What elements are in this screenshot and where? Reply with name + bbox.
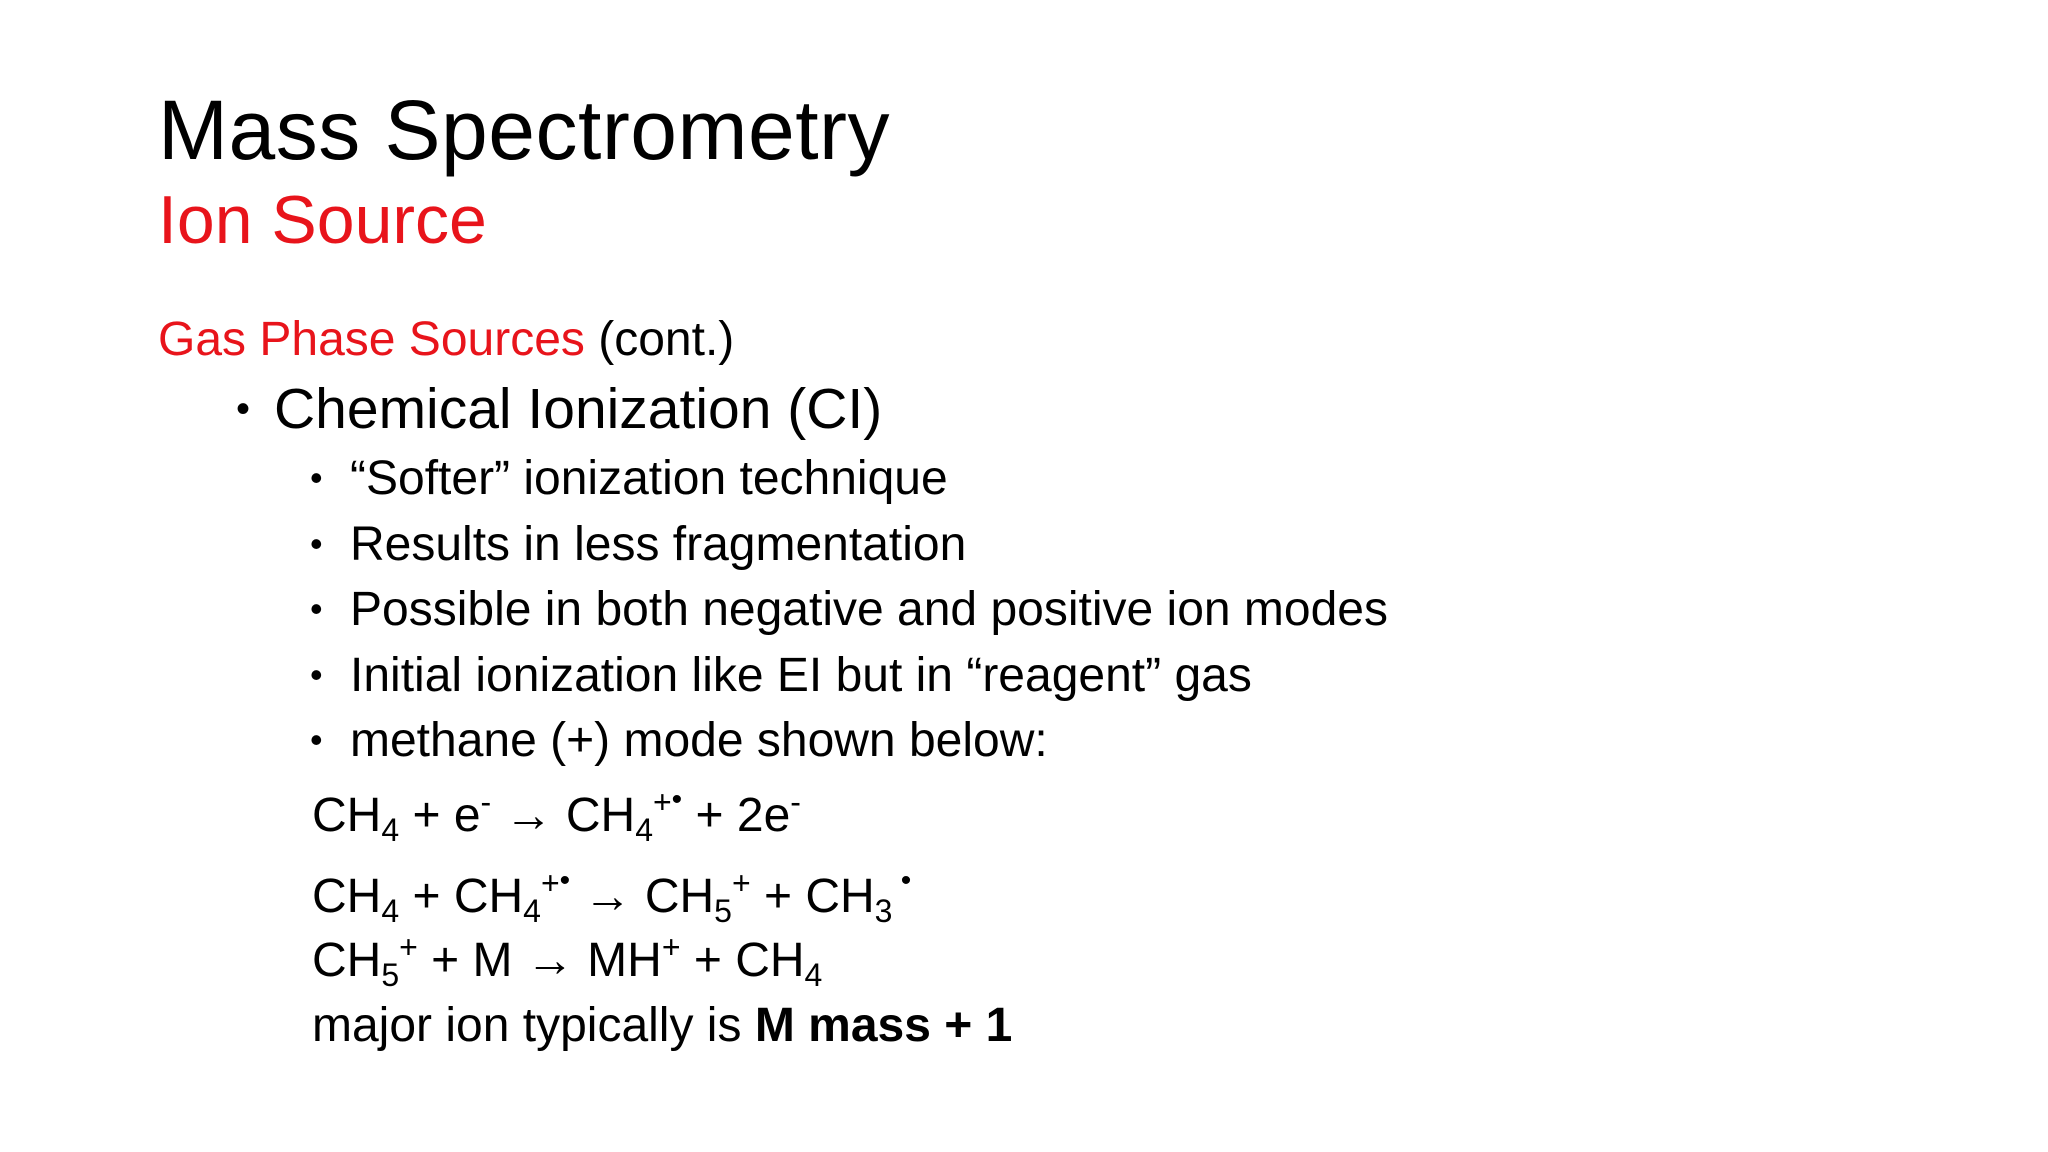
conclusion-bold: M mass + 1 <box>754 998 1013 1052</box>
equation-term: → CH <box>570 869 715 923</box>
list-item <box>310 446 1388 512</box>
list-item-text: “Softer” ionization technique <box>350 452 948 505</box>
equation-term: + CH <box>399 869 524 923</box>
section-heading <box>158 310 734 370</box>
slide-title: Mass Spectrometry <box>158 83 891 177</box>
equation-2 <box>312 849 1012 930</box>
superscript: + <box>399 929 418 965</box>
superscript: + <box>731 864 751 901</box>
equation-term: + e <box>399 789 481 842</box>
radical-dot-icon: • <box>892 863 912 897</box>
equation-1 <box>312 768 1012 849</box>
bullet-icon: • <box>310 457 323 498</box>
subscript: 4 <box>635 812 653 848</box>
list-item-text: Results in less fragmentation <box>350 517 967 571</box>
equation-term: + CH <box>680 934 805 987</box>
conclusion-text: major ion typically is <box>312 998 755 1052</box>
list-item-text: methane (+) mode shown below: <box>350 714 1048 767</box>
equation-term: CH <box>312 789 382 842</box>
radical-dot-icon: • <box>671 783 683 816</box>
list-item-text: Possible in both negative and positive ion modes <box>350 583 1388 636</box>
level1-bullet-text: Chemical Ionization (CI) <box>274 377 883 441</box>
section-heading-highlight: Gas Phase Sources <box>158 313 585 366</box>
superscript: - <box>790 784 801 820</box>
list-item <box>310 512 1388 578</box>
list-item <box>310 643 1388 709</box>
subscript: 5 <box>714 892 732 929</box>
conclusion-line <box>312 994 1012 1059</box>
equation-term: → CH <box>491 789 636 842</box>
level2-bullet-list <box>310 446 1388 774</box>
bullet-icon: • <box>310 653 323 695</box>
list-item-text: Initial ionization like EI but in “reagent” gas <box>350 648 1252 702</box>
superscript: - <box>480 784 492 820</box>
list-item <box>310 708 1388 774</box>
subscript: 4 <box>381 812 400 848</box>
bullet-icon: • <box>310 719 323 760</box>
equation-3 <box>312 929 1012 994</box>
superscript: + <box>652 784 672 820</box>
equation-term: + CH <box>750 869 875 923</box>
equation-term: + M → MH <box>417 934 662 987</box>
bullet-icon: • <box>310 588 323 629</box>
subscript: 4 <box>381 892 400 929</box>
equation-term: + 2e <box>682 789 791 842</box>
level1-bullet-item <box>236 374 882 444</box>
subscript: 4 <box>523 892 541 929</box>
slide-subtitle: Ion Source <box>158 182 487 258</box>
equation-term: CH <box>312 869 382 923</box>
section-heading-rest: (cont.) <box>584 313 735 366</box>
list-item <box>310 577 1388 643</box>
equation-term: CH <box>312 934 382 987</box>
subscript: 4 <box>804 957 823 993</box>
superscript: + <box>540 864 560 901</box>
superscript: + <box>661 929 681 965</box>
subscript: 5 <box>381 957 400 993</box>
reaction-equations <box>312 768 1012 1058</box>
subscript: 3 <box>874 892 893 929</box>
radical-dot-icon: • <box>559 863 571 897</box>
bullet-icon: • <box>236 387 251 431</box>
bullet-icon: • <box>310 522 323 564</box>
